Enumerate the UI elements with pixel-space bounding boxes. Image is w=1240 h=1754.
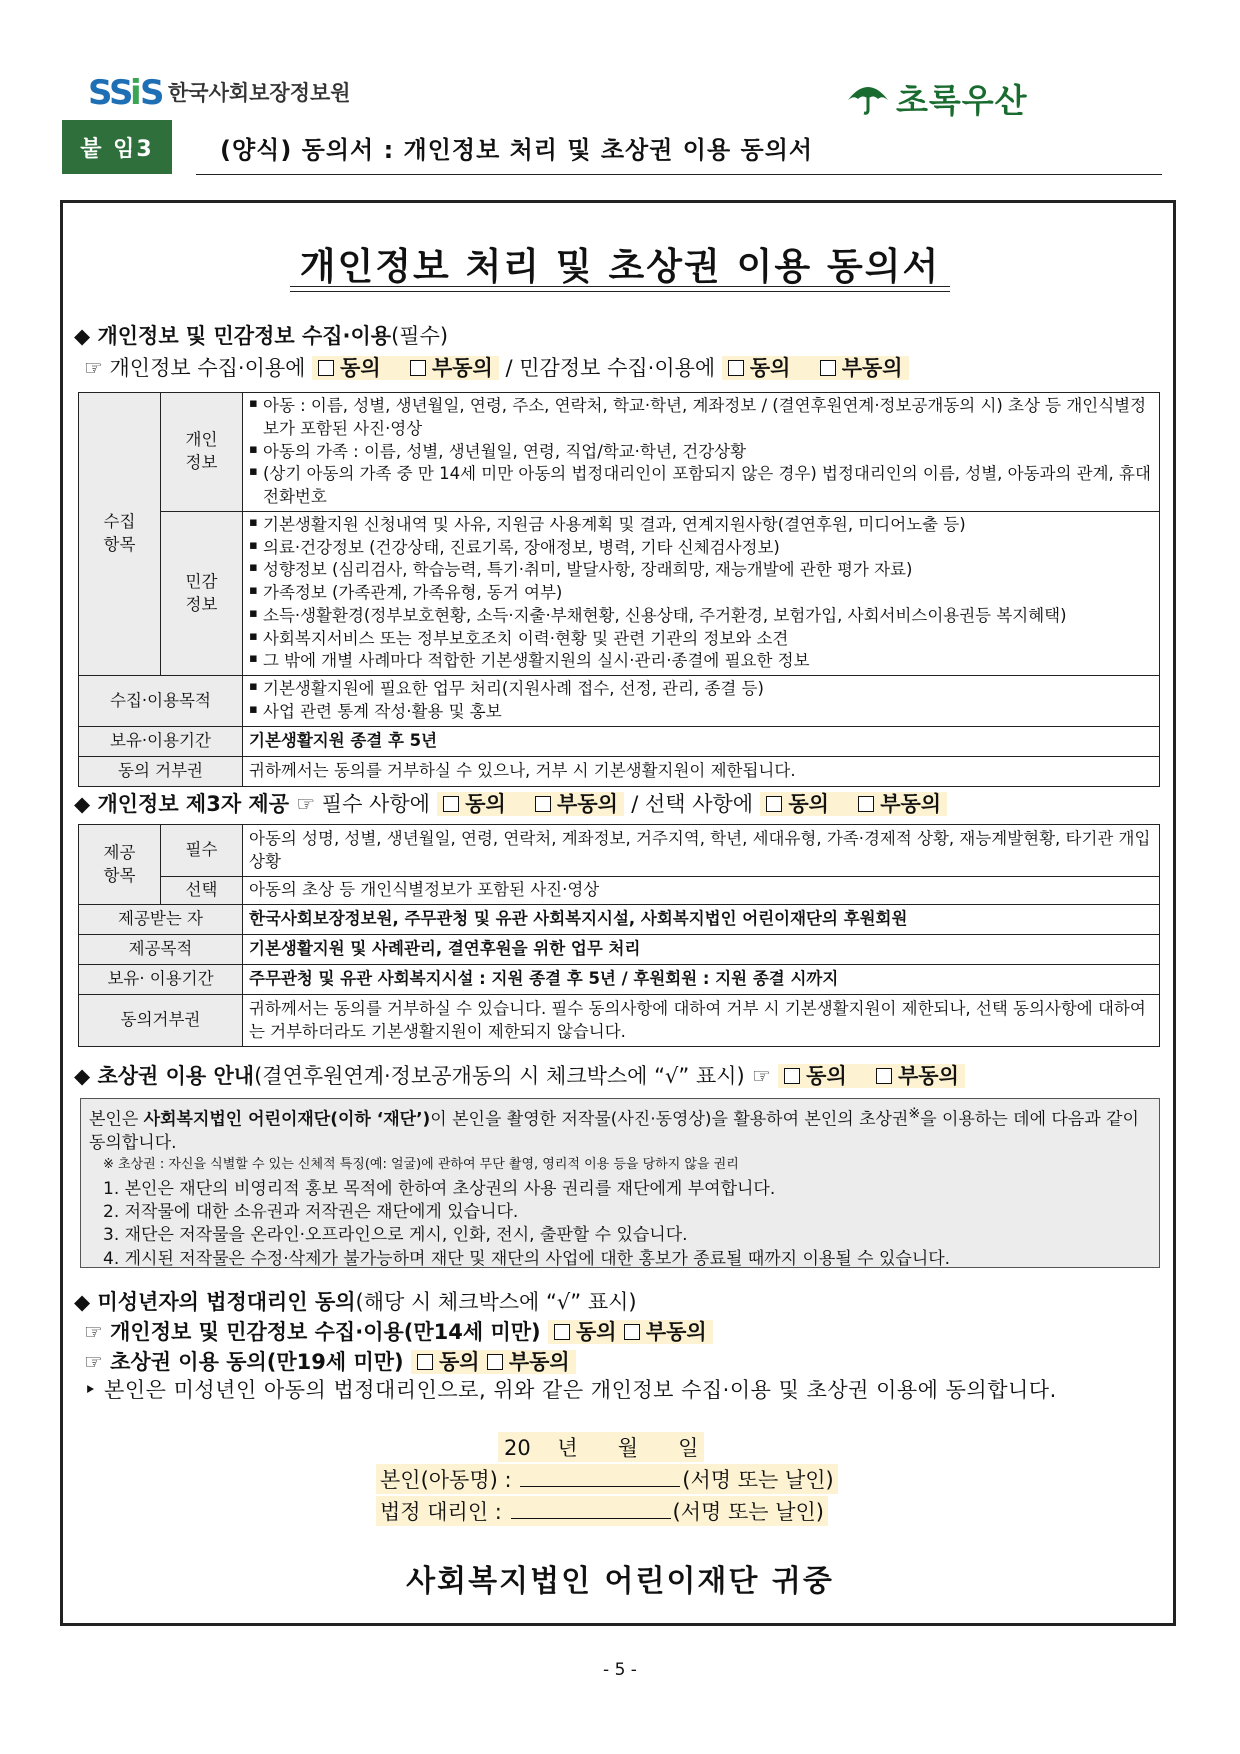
guardian-consent-statement: ‣ 본인은 미성년인 아동의 법정대리인으로, 위와 같은 개인정보 수집·이용 및 초상권 이용에 동의합니다. bbox=[84, 1378, 1057, 1402]
choroc-logo bbox=[846, 78, 1028, 118]
umbrella-icon bbox=[846, 80, 890, 116]
s4-portrait-agree-checkbox[interactable] bbox=[417, 1354, 433, 1370]
s3-portrait-disagree-checkbox[interactable] bbox=[876, 1068, 892, 1084]
portrait-note: ※ 초상권 : 자신을 식별할 수 있는 신체적 특징(예: 얼굴)에 관하여 무단 촬영, 영리적 이용 등을 당하지 않을 권리 bbox=[103, 1156, 739, 1172]
sensitive-info-label: 민감 정보 bbox=[161, 511, 243, 675]
s3-portrait-agree-checkbox[interactable] bbox=[784, 1068, 800, 1084]
section1-consent-line: ☞ 개인정보 수집·이용에 동의 부동의 / 민감정보 수집·이용에 동의 부동의 bbox=[84, 352, 909, 382]
guardian-signature-line: 법정 대리인 : (서명 또는 날인) bbox=[376, 1496, 828, 1526]
provide-items-label: 제공 항목 bbox=[79, 825, 161, 905]
sensitive-item: ▪ 가족정보 (가족관계, 가족유형, 동거 여부) bbox=[249, 582, 1153, 605]
guardian-line2: ☞ 초상권 이용 동의(만19세 미만) 동의 부동의 bbox=[84, 1346, 576, 1376]
sensitive-item: ▪ 성향정보 (심리검사, 학습능력, 특기·취미, 발달사항, 장래희망, 재능개발에 관한 평가 자료) bbox=[249, 559, 1153, 582]
section4-heading: ◆ 미성년자의 법정대리인 동의(해당 시 체크박스에 “√” 표시) bbox=[74, 1290, 637, 1314]
portrait-term: 2. 저작물에 대한 소유권과 저작권은 재단에게 있습니다. bbox=[103, 1201, 519, 1222]
sensitive-item: ▪ 소득·생활환경(정부보호현황, 소득·지출·부채현황, 신용상태, 주거환경, 보험가입, 사회서비스이용권등 복지혜택) bbox=[249, 605, 1153, 628]
brand-name: 초록우산 bbox=[896, 80, 1028, 120]
ssis-logo bbox=[88, 72, 351, 112]
s2-required-disagree-checkbox[interactable] bbox=[535, 796, 551, 812]
s2-optional-agree-checkbox[interactable] bbox=[766, 796, 782, 812]
personal-item: ▪ 아동 : 이름, 성별, 생년월일, 연령, 주소, 연락처, 학교·학년, 계좌정보 / (결연후원연계·정보공개동의 시) 초상 등 개인식별정보가 포함된 사진·영상 bbox=[249, 395, 1153, 441]
portrait-intro: 본인은 사회복지법인 어린이재단(이하 ‘재단’)이 본인을 촬영한 저작물(사진·동영상)을 활용하여 본인의 초상권※을 이용하는 데에 다음과 같이 동의합니다. bbox=[89, 1106, 1139, 1154]
title-underline-2 bbox=[290, 291, 950, 292]
provide-period-value: 주무관청 및 유관 사회복지시설 : 지원 종결 후 5년 / 후원회원 : 지원 종결 시까지 bbox=[243, 965, 1160, 995]
header-title: (양식) 동의서 : 개인정보 처리 및 초상권 이용 동의서 bbox=[220, 136, 814, 164]
sensitive-item: ▪ 그 밖에 개별 사례마다 적합한 기본생활지원의 실시·관리·종결에 필요한 정보 bbox=[249, 650, 1153, 673]
guardian-name-field[interactable] bbox=[511, 1501, 671, 1519]
personal-info-label: 개인 정보 bbox=[161, 393, 243, 512]
sensitive-item: ▪ 사회복지서비스 또는 정부보호조치 이력·현황 및 관련 기관의 정보와 소견 bbox=[249, 628, 1153, 651]
document-title: 개인정보 처리 및 초상권 이용 동의서 bbox=[299, 245, 941, 288]
period-label: 보유·이용기간 bbox=[79, 726, 243, 756]
purpose-label: 수집·이용목적 bbox=[79, 676, 243, 727]
personal-item: ▪ (상기 아동의 가족 중 만 14세 미만 아동의 법정대리인이 포함되지 않은 경우) 법정대리인의 이름, 성별, 아동과의 관계, 휴대전화번호 bbox=[249, 463, 1153, 509]
guardian-line1: ☞ 개인정보 및 민감정보 수집·이용(만14세 미만) 동의 부동의 bbox=[84, 1316, 713, 1346]
third-party-table bbox=[78, 824, 1160, 1047]
required-value: 아동의 성명, 성별, 생년월일, 연령, 연락처, 계좌정보, 거주지역, 학년, 세대유형, 가족·경제적 상황, 재능계발현황, 타기관 개입상황 bbox=[243, 825, 1160, 877]
section2-heading: ◆ 개인정보 제3자 제공 ☞ 필수 사항에 동의 부동의 / 선택 사항에 동의 부동의 bbox=[74, 788, 947, 818]
purpose-item: ▪ 사업 관련 통계 작성·활용 및 홍보 bbox=[249, 701, 1153, 724]
optional-value: 아동의 초상 등 개인식별정보가 포함된 사진·영상 bbox=[243, 877, 1160, 905]
portrait-term: 4. 게시된 저작물은 수정·삭제가 불가능하며 재단 및 재단의 사업에 대한 홍보가 종료될 때까지 이용될 수 있습니다. bbox=[103, 1248, 951, 1269]
refuse-label: 동의 거부권 bbox=[79, 756, 243, 786]
title-underline bbox=[290, 286, 950, 287]
collect-items-label: 수집 항목 bbox=[79, 393, 161, 676]
provide-purpose-value: 기본생활지원 및 사례관리, 결연후원을 위한 업무 처리 bbox=[243, 935, 1160, 965]
s2-required-agree-checkbox[interactable] bbox=[443, 796, 459, 812]
portrait-term: 3. 재단은 저작물을 온라인·오프라인으로 게시, 인화, 전시, 출판할 수 있습니다. bbox=[103, 1225, 688, 1246]
recipient-footer: 사회복지법인 어린이재단 귀중 bbox=[406, 1564, 834, 1599]
section3-heading: ◆ 초상권 이용 안내(결연후원연계·정보공개동의 시 체크박스에 “√” 표시) ☞ 동의 부동의 bbox=[74, 1060, 965, 1090]
purpose-cell bbox=[243, 676, 1160, 727]
portrait-term: 1. 본인은 재단의 비영리적 홍보 목적에 한하여 초상권의 사용 권리를 재단에게 부여합니다. bbox=[103, 1178, 776, 1199]
sensitive-info-cell bbox=[243, 511, 1160, 675]
provide-refuse-value: 귀하께서는 동의를 거부하실 수 있습니다. 필수 동의사항에 대하여 거부 시 기본생활지원이 제한되나, 선택 동의사항에 대하여는 거부하더라도 기본생활지원이 제한되지 않습니다. bbox=[243, 995, 1160, 1047]
required-label: 필수 bbox=[161, 825, 243, 877]
recipient-value: 한국사회보장정보원, 주무관청 및 유관 사회복지시설, 사회복지법인 어린이재단의 후원회원 bbox=[243, 905, 1160, 935]
header-divider bbox=[196, 174, 1162, 175]
optional-label: 선택 bbox=[161, 877, 243, 905]
period-value: 기본생활지원 종결 후 5년 bbox=[243, 726, 1160, 756]
purpose-item: ▪ 기본생활지원에 필요한 업무 처리(지원사례 접수, 선정, 관리, 종결 등) bbox=[249, 678, 1153, 701]
child-name-field[interactable] bbox=[520, 1469, 680, 1487]
s1-sensitive-disagree-checkbox[interactable] bbox=[820, 360, 836, 376]
recipient-label: 제공받는 자 bbox=[79, 905, 243, 935]
section1-heading: ◆ 개인정보 및 민감정보 수집·이용(필수) bbox=[74, 324, 449, 348]
child-signature-line: 본인(아동명) : (서명 또는 날인) bbox=[376, 1464, 838, 1494]
s4-personal-disagree-checkbox[interactable] bbox=[624, 1324, 640, 1340]
svg-text:SS: SS bbox=[88, 73, 132, 113]
personal-info-cell bbox=[243, 393, 1160, 512]
page-number: - 5 - bbox=[603, 1660, 637, 1680]
s4-portrait-disagree-checkbox[interactable] bbox=[487, 1354, 503, 1370]
ssis-logo-icon bbox=[88, 73, 165, 113]
s1-sensitive-agree-checkbox[interactable] bbox=[728, 360, 744, 376]
portrait-terms-list bbox=[103, 1178, 1151, 1272]
provide-period-label: 보유· 이용기간 bbox=[79, 965, 243, 995]
s4-personal-agree-checkbox[interactable] bbox=[554, 1324, 570, 1340]
svg-text:S: S bbox=[140, 73, 165, 113]
provide-refuse-label: 동의거부권 bbox=[79, 995, 243, 1047]
personal-item: ▪ 아동의 가족 : 이름, 성별, 생년월일, 연령, 직업/학교·학년, 건강상황 bbox=[249, 441, 1153, 464]
collection-table bbox=[78, 392, 1160, 787]
svg-text:i: i bbox=[130, 73, 142, 113]
s1-personal-agree-checkbox[interactable] bbox=[318, 360, 334, 376]
logo-org-name: 한국사회보장정보원 bbox=[168, 81, 351, 105]
sensitive-item: ▪ 의료·건강정보 (건강상태, 진료기록, 장애정보, 병력, 기타 신체검사정보) bbox=[249, 537, 1153, 560]
s2-optional-disagree-checkbox[interactable] bbox=[858, 796, 874, 812]
attachment-badge: 붙 임3 bbox=[62, 120, 172, 174]
provide-purpose-label: 제공목적 bbox=[79, 935, 243, 965]
s1-personal-disagree-checkbox[interactable] bbox=[410, 360, 426, 376]
sensitive-item: ▪ 기본생활지원 신청내역 및 사유, 지원금 사용계획 및 결과, 연계지원사항(결연후원, 미디어노출 등) bbox=[249, 514, 1153, 537]
portrait-terms-box bbox=[80, 1098, 1160, 1268]
date-field[interactable]: 20 년 월 일 bbox=[498, 1432, 704, 1462]
refuse-value: 귀하께서는 동의를 거부하실 수 있으나, 거부 시 기본생활지원이 제한됩니다. bbox=[243, 756, 1160, 786]
